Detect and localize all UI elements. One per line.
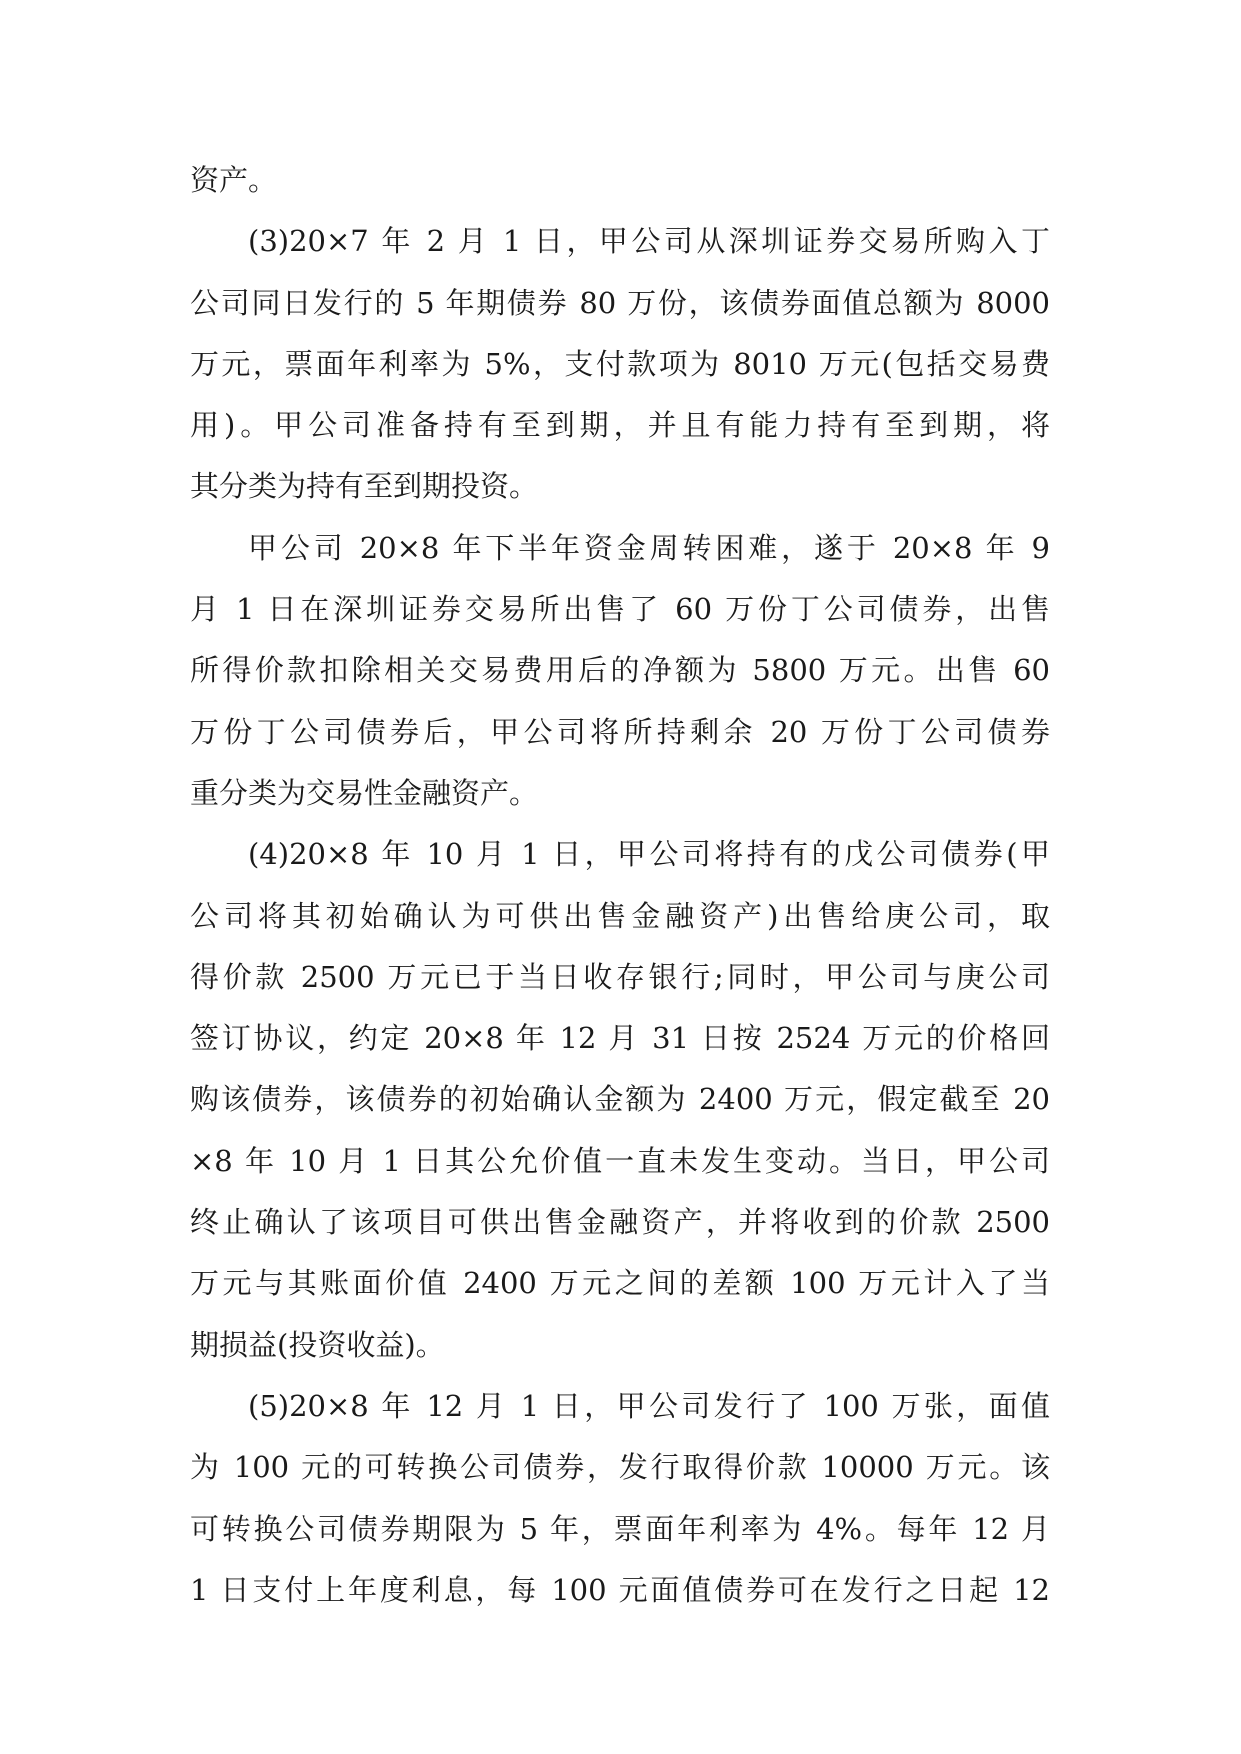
text-line: ×8 年 10 月 1 日其公允价值一直未发生变动。当日，甲公司 [190, 1143, 1050, 1178]
text-line: 得价款 2500 万元已于当日收存银行;同时，甲公司与庚公司 [190, 959, 1050, 994]
text-line: (3)20×7 年 2 月 1 日，甲公司从深圳证券交易所购入丁 [248, 224, 1050, 259]
text-line: (5)20×8 年 12 月 1 日，甲公司发行了 100 万张，面值 [248, 1388, 1050, 1423]
text-line: 所得价款扣除相关交易费用后的净额为 5800 万元。出售 60 [190, 653, 1050, 688]
text-line: 甲公司 20×8 年下半年资金周转困难，遂于 20×8 年 9 [248, 530, 1050, 565]
text-line: 月 1 日在深圳证券交易所出售了 60 万份丁公司债券，出售 [190, 592, 1050, 627]
text-line: 签订协议，约定 20×8 年 12 月 31 日按 2524 万元的价格回 [190, 1021, 1050, 1056]
text-line: 用)。甲公司准备持有至到期，并且有能力持有至到期，将 [190, 408, 1050, 443]
text-line: 万元与其账面价值 2400 万元之间的差额 100 万元计入了当 [190, 1266, 1050, 1301]
text-line: 期损益(投资收益)。 [190, 1327, 445, 1362]
text-line: (4)20×8 年 10 月 1 日，甲公司将持有的戊公司债券(甲 [248, 837, 1050, 872]
text-line: 可转换公司债券期限为 5 年，票面年利率为 4%。每年 12 月 [190, 1511, 1050, 1546]
text-line: 重分类为交易性金融资产。 [190, 775, 539, 810]
document-body [190, 150, 1050, 1621]
text-line: 万元，票面年利率为 5%，支付款项为 8010 万元(包括交易费 [190, 346, 1050, 381]
text-line: 购该债券，该债券的初始确认金额为 2400 万元，假定截至 20 [190, 1082, 1050, 1117]
text-line: 公司将其初始确认为可供出售金融资产)出售给庚公司，取 [190, 898, 1050, 933]
text-line: 终止确认了该项目可供出售金融资产，并将收到的价款 2500 [190, 1205, 1050, 1240]
text-line: 万份丁公司债券后，甲公司将所持剩余 20 万份丁公司债券 [190, 714, 1050, 749]
text-line: 资产。 [190, 163, 278, 197]
text-line: 公司同日发行的 5 年期债券 80 万份，该债券面值总额为 8000 [190, 285, 1050, 320]
text-line: 1 日支付上年度利息，每 100 元面值债券可在发行之日起 12 [190, 1572, 1051, 1607]
text-line: 其分类为持有至到期投资。 [190, 469, 539, 504]
text-line: 为 100 元的可转换公司债券，发行取得价款 10000 万元。该 [190, 1450, 1050, 1485]
